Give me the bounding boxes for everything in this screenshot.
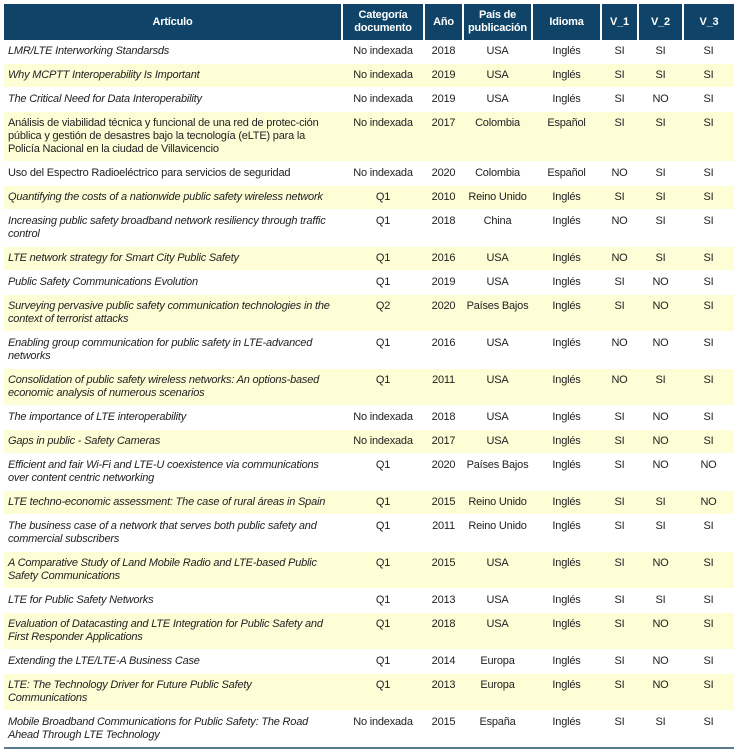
cell-articulo: LTE for Public Safety Networks — [8, 594, 154, 606]
cell-idioma: Inglés — [552, 276, 581, 288]
cell-anio: 2018 — [431, 411, 456, 423]
cell-v1: NO — [611, 337, 628, 349]
cell-categoria: Q1 — [375, 215, 391, 227]
cell-categoria: Q1 — [375, 276, 391, 288]
cell-v3: SI — [703, 45, 714, 57]
cell-categoria: No indexada — [353, 93, 413, 105]
cell-idioma: Inglés — [532, 295, 601, 332]
cell-articulo: Public Safety Communications Evolution — [8, 276, 198, 288]
cell-pais: USA — [463, 64, 532, 88]
table-body — [4, 40, 734, 748]
cell-articulo: The business case of a network that serves both public safety and commercial subscribers — [8, 520, 317, 545]
cell-v1: SI — [601, 430, 638, 454]
table-row — [4, 295, 734, 332]
table-row — [4, 711, 734, 749]
cell-v2: SI — [655, 167, 666, 179]
cell-anio: 2016 — [431, 337, 456, 349]
cell-v1: SI — [601, 674, 638, 711]
cell-anio: 2011 — [432, 520, 455, 532]
cell-v1: NO — [601, 247, 638, 271]
cell-articulo: LTE techno-economic assessment: The case of rural áreas in Spain — [4, 491, 342, 515]
cell-v2: SI — [655, 594, 666, 606]
cell-pais: España — [479, 716, 516, 728]
cell-v1: SI — [614, 594, 625, 606]
table-row — [4, 64, 734, 88]
cell-articulo: Surveying pervasive public safety communication technologies in the context of terrorist attacks — [4, 295, 342, 332]
cell-categoria: Q1 — [375, 594, 391, 606]
cell-anio: 2020 — [424, 295, 463, 332]
cell-anio: 2013 — [431, 594, 456, 606]
cell-anio: 2020 — [431, 459, 456, 471]
cell-articulo: LTE network strategy for Smart City Public Safety — [4, 247, 342, 271]
cell-anio: 2018 — [431, 45, 456, 57]
table-row — [4, 650, 734, 674]
cell-v1: NO — [611, 167, 628, 179]
cell-v3: SI — [683, 247, 734, 271]
cell-articulo: The importance of LTE interoperability — [8, 411, 187, 423]
cell-idioma: Inglés — [532, 552, 601, 589]
cell-v3: SI — [683, 613, 734, 650]
cell-articulo: Evaluation of Datacasting and LTE Integration for Public Safety and First Responder Applications — [4, 613, 342, 650]
header-v1: V_1 — [601, 4, 638, 40]
cell-pais: USA — [486, 276, 509, 288]
table-header-row — [4, 4, 734, 40]
cell-articulo: Extending the LTE/LTE-A Business Case — [8, 655, 200, 667]
cell-v2: SI — [638, 369, 683, 406]
table-row — [4, 515, 734, 552]
cell-idioma: Inglés — [532, 613, 601, 650]
cell-anio: 2018 — [424, 613, 463, 650]
cell-v3: SI — [683, 112, 734, 162]
cell-v1: SI — [601, 552, 638, 589]
cell-anio: 2019 — [431, 276, 456, 288]
cell-pais: Países Bajos — [466, 459, 529, 471]
cell-categoria: Q1 — [342, 613, 424, 650]
cell-idioma: Inglés — [552, 411, 581, 423]
cell-v2: SI — [655, 716, 666, 728]
table-row — [4, 271, 734, 295]
cell-categoria: Q1 — [342, 674, 424, 711]
cell-anio: 2019 — [431, 93, 456, 105]
cell-v1: SI — [601, 295, 638, 332]
cell-categoria: Q1 — [375, 459, 391, 471]
cell-v3: SI — [703, 411, 714, 423]
cell-pais: USA — [486, 411, 509, 423]
cell-categoria: Q1 — [375, 337, 391, 349]
cell-pais: China — [483, 215, 512, 227]
cell-v2: NO — [652, 276, 669, 288]
cell-articulo: Consolidation of public safety wireless networks: An options-based economic analysis of numerous scenarios — [4, 369, 342, 406]
cell-pais: USA — [486, 594, 509, 606]
cell-v3: SI — [683, 552, 734, 589]
table-row — [4, 454, 734, 491]
cell-v1: SI — [614, 45, 625, 57]
cell-v3: SI — [703, 337, 714, 349]
cell-v1: SI — [614, 655, 625, 667]
cell-idioma: Inglés — [552, 594, 581, 606]
header-categoria: Categoría documento — [342, 4, 424, 40]
header-v2: V_2 — [638, 4, 683, 40]
cell-articulo: LMR/LTE Interworking Standarsds — [8, 45, 170, 57]
cell-v3: SI — [703, 167, 714, 179]
table-row — [4, 589, 734, 613]
cell-v3: SI — [703, 93, 714, 105]
cell-idioma: Inglés — [532, 491, 601, 515]
cell-articulo: Quantifying the costs of a nationwide public safety wireless network — [4, 186, 342, 210]
cell-pais: USA — [463, 552, 532, 589]
cell-idioma: Español — [547, 167, 586, 179]
cell-articulo: A Comparative Study of Land Mobile Radio and LTE-based Public Safety Communications — [4, 552, 342, 589]
cell-v3: SI — [683, 295, 734, 332]
cell-v2: NO — [638, 430, 683, 454]
table-row — [4, 112, 734, 162]
cell-anio: 2011 — [424, 369, 463, 406]
table-row — [4, 674, 734, 711]
cell-idioma: Inglés — [532, 247, 601, 271]
cell-articulo: Efficient and fair Wi-Fi and LTE-U coexistence via communications over content centric networking — [8, 459, 319, 484]
cell-articulo: Why MCPTT Interoperability Is Important — [4, 64, 342, 88]
table-row — [4, 162, 734, 186]
cell-v2: NO — [638, 295, 683, 332]
cell-anio: 2017 — [424, 430, 463, 454]
cell-v3: NO — [700, 459, 717, 471]
cell-v2: SI — [655, 520, 666, 532]
cell-categoria: No indexada — [353, 411, 413, 423]
cell-categoria: Q1 — [342, 247, 424, 271]
table-row — [4, 613, 734, 650]
table-row — [4, 430, 734, 454]
cell-pais: Reino Unido — [468, 520, 527, 532]
cell-categoria: Q1 — [375, 520, 391, 532]
cell-pais: Países Bajos — [463, 295, 532, 332]
cell-v2: SI — [638, 491, 683, 515]
cell-v2: NO — [638, 552, 683, 589]
cell-v1: SI — [601, 186, 638, 210]
cell-pais: Reino Unido — [463, 491, 532, 515]
cell-idioma: Inglés — [532, 64, 601, 88]
cell-v3: SI — [683, 369, 734, 406]
table-row — [4, 210, 734, 247]
cell-v1: SI — [614, 276, 625, 288]
cell-v2: SI — [655, 45, 666, 57]
cell-v1: NO — [601, 369, 638, 406]
cell-v1: SI — [601, 613, 638, 650]
cell-categoria: Q1 — [375, 655, 391, 667]
cell-pais: USA — [486, 337, 509, 349]
cell-anio: 2019 — [424, 64, 463, 88]
cell-v3: SI — [703, 716, 714, 728]
cell-articulo: Enabling group communication for public safety in LTE-advanced networks — [8, 337, 313, 362]
cell-v2: SI — [638, 186, 683, 210]
table-row — [4, 88, 734, 112]
cell-articulo: Gaps in public - Safety Cameras — [4, 430, 342, 454]
cell-v1: SI — [601, 64, 638, 88]
cell-v1: SI — [614, 459, 625, 471]
table-row — [4, 406, 734, 430]
cell-v3: SI — [703, 276, 714, 288]
cell-idioma: Inglés — [552, 215, 581, 227]
cell-v2: NO — [652, 411, 669, 423]
cell-categoria: No indexada — [342, 430, 424, 454]
cell-v1: SI — [601, 491, 638, 515]
cell-v2: NO — [638, 674, 683, 711]
cell-categoria: Q1 — [342, 186, 424, 210]
cell-anio: 2014 — [431, 655, 456, 667]
cell-categoria: Q1 — [342, 491, 424, 515]
table-row — [4, 332, 734, 369]
cell-v1: SI — [614, 93, 625, 105]
cell-categoria: No indexada — [353, 45, 413, 57]
cell-categoria: Q1 — [342, 552, 424, 589]
cell-categoria: Q2 — [342, 295, 424, 332]
cell-v2: SI — [655, 215, 666, 227]
cell-v1: SI — [601, 112, 638, 162]
cell-idioma: Inglés — [532, 674, 601, 711]
cell-pais: USA — [486, 45, 509, 57]
cell-idioma: Inglés — [552, 93, 581, 105]
articles-table — [4, 4, 734, 749]
cell-v3: SI — [683, 674, 734, 711]
cell-v2: SI — [638, 64, 683, 88]
header-pais: País de publicación — [463, 4, 532, 40]
cell-v3: SI — [703, 520, 714, 532]
cell-pais: USA — [463, 369, 532, 406]
cell-v2: SI — [638, 247, 683, 271]
table-row — [4, 40, 734, 64]
cell-anio: 2018 — [431, 215, 456, 227]
cell-idioma: Inglés — [552, 655, 581, 667]
cell-idioma: Inglés — [552, 337, 581, 349]
cell-pais: Colombia — [475, 167, 520, 179]
cell-v2: NO — [652, 459, 669, 471]
header-anio: Año — [424, 4, 463, 40]
cell-articulo: Increasing public safety broadband network resiliency through traffic control — [8, 215, 326, 240]
cell-v1: SI — [614, 716, 625, 728]
table-row — [4, 186, 734, 210]
cell-v2: NO — [652, 337, 669, 349]
cell-pais: USA — [463, 247, 532, 271]
cell-pais: Colombia — [463, 112, 532, 162]
cell-articulo: Uso del Espectro Radioeléctrico para servicios de seguridad — [8, 167, 291, 179]
header-v3: V_3 — [683, 4, 734, 40]
cell-v3: SI — [683, 64, 734, 88]
cell-articulo: LTE: The Technology Driver for Future Public Safety Communications — [4, 674, 342, 711]
table-row — [4, 369, 734, 406]
cell-anio: 2015 — [431, 716, 456, 728]
cell-pais: USA — [463, 430, 532, 454]
cell-categoria: No indexada — [342, 112, 424, 162]
cell-pais: USA — [486, 93, 509, 105]
table-row — [4, 247, 734, 271]
table-row — [4, 552, 734, 589]
cell-anio: 2015 — [424, 491, 463, 515]
cell-idioma: Inglés — [532, 186, 601, 210]
cell-v2: NO — [652, 93, 669, 105]
cell-anio: 2010 — [424, 186, 463, 210]
cell-pais: Europa — [480, 655, 515, 667]
cell-idioma: Inglés — [552, 520, 581, 532]
cell-articulo: The Critical Need for Data Interoperability — [8, 93, 202, 105]
cell-v1: SI — [614, 520, 625, 532]
cell-v2: NO — [638, 613, 683, 650]
cell-v2: NO — [652, 655, 669, 667]
cell-idioma: Inglés — [532, 430, 601, 454]
cell-articulo: Análisis de viabilidad técnica y funcional de una red de protec-ción pública y gestión de desastres bajo la tecnología (eLTE) para la Policía Nacional en la ciudad de Villavicencio — [4, 112, 342, 162]
cell-categoria: No indexada — [353, 716, 413, 728]
cell-v1: NO — [611, 215, 628, 227]
header-idioma: Idioma — [532, 4, 601, 40]
cell-anio: 2016 — [424, 247, 463, 271]
cell-v3: SI — [683, 430, 734, 454]
cell-pais: Reino Unido — [463, 186, 532, 210]
cell-v3: NO — [683, 491, 734, 515]
cell-v3: SI — [703, 594, 714, 606]
cell-idioma: Español — [532, 112, 601, 162]
cell-idioma: Inglés — [552, 459, 581, 471]
cell-v3: SI — [703, 655, 714, 667]
cell-anio: 2020 — [431, 167, 456, 179]
cell-v3: SI — [683, 186, 734, 210]
cell-pais: Europa — [463, 674, 532, 711]
cell-articulo: Mobile Broadband Communications for Public Safety: The Road Ahead Through LTE Technology — [8, 716, 309, 741]
table-row — [4, 491, 734, 515]
cell-categoria: No indexada — [342, 64, 424, 88]
cell-anio: 2013 — [424, 674, 463, 711]
cell-anio: 2015 — [424, 552, 463, 589]
cell-categoria: Q1 — [342, 369, 424, 406]
cell-v3: SI — [703, 215, 714, 227]
cell-v1: SI — [614, 411, 625, 423]
header-articulo: Artículo — [4, 4, 342, 40]
cell-pais: USA — [463, 613, 532, 650]
cell-categoria: No indexada — [353, 167, 413, 179]
cell-idioma: Inglés — [532, 369, 601, 406]
cell-anio: 2017 — [424, 112, 463, 162]
cell-idioma: Inglés — [552, 716, 581, 728]
cell-v2: SI — [638, 112, 683, 162]
cell-idioma: Inglés — [552, 45, 581, 57]
